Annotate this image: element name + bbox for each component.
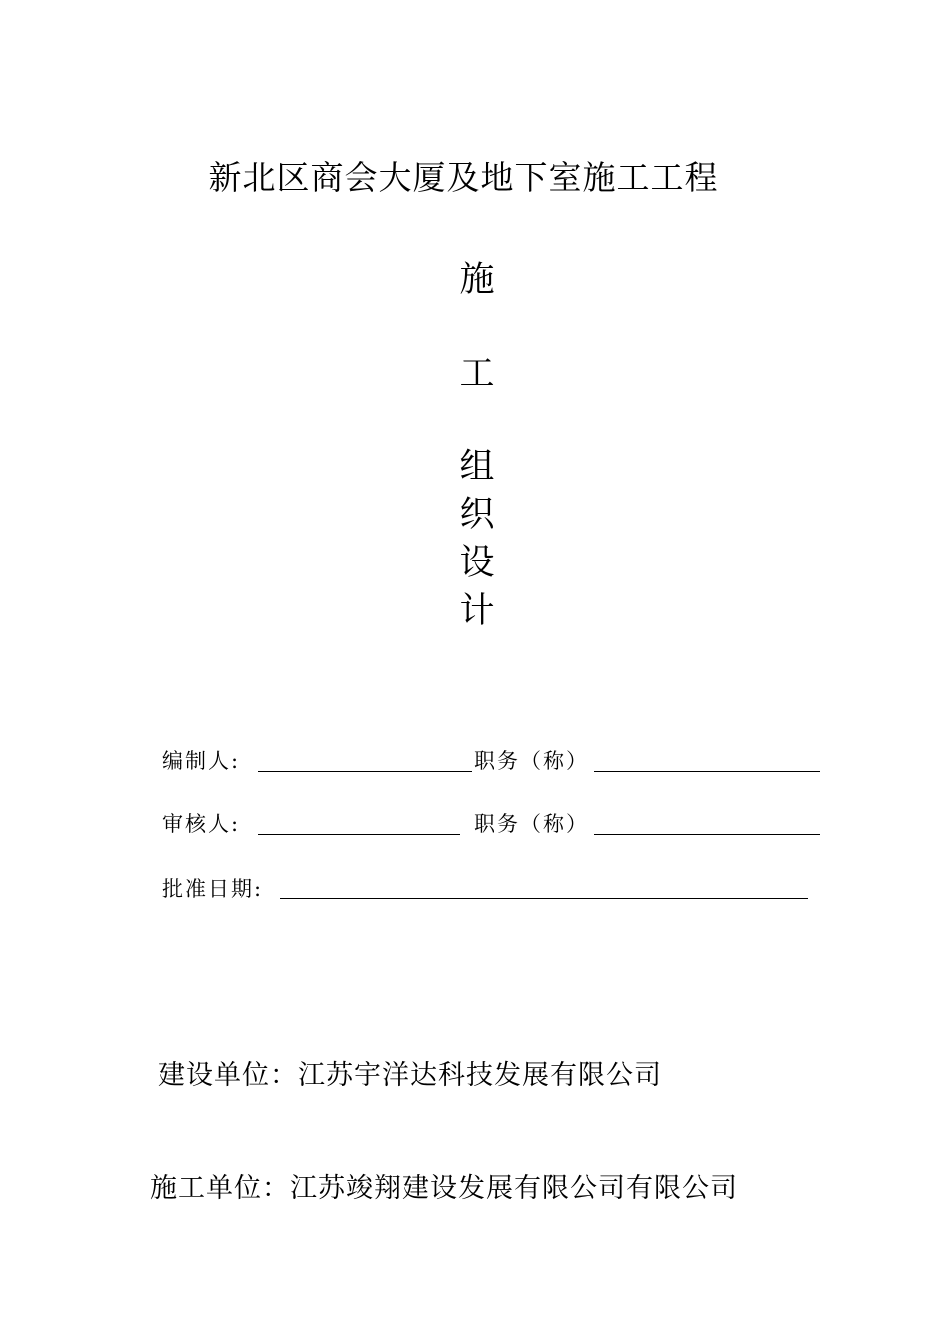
owner-unit-name: 江苏宇洋达科技发展有限公司 xyxy=(298,1060,662,1091)
document-title-char: 工 xyxy=(459,354,495,394)
position-line xyxy=(594,771,820,772)
contractor-unit xyxy=(150,1170,738,1208)
contractor-unit-name: 江苏竣翔建设发展有限公司有限公司 xyxy=(290,1173,738,1204)
reviewed-by-line xyxy=(258,834,460,835)
reviewed-by-label: 审核人: xyxy=(162,812,241,836)
document-title-char: 组 xyxy=(459,447,495,487)
project-title: 新北区商会大厦及地下室施工工程 xyxy=(208,158,719,197)
approval-date-label: 批准日期: xyxy=(162,877,264,901)
contractor-unit-label: 施工单位： xyxy=(150,1173,290,1204)
prepared-by-line xyxy=(258,771,472,772)
document-title-char: 设 xyxy=(459,543,495,583)
position-label: 职务（称） xyxy=(474,812,589,836)
document-title-char: 施 xyxy=(459,260,495,300)
document-title-char: 计 xyxy=(459,591,495,631)
approval-date-line xyxy=(280,898,808,899)
owner-unit-label: 建设单位： xyxy=(158,1060,298,1091)
owner-unit xyxy=(158,1057,662,1095)
prepared-by-label: 编制人: xyxy=(162,749,241,773)
document-title-char: 织 xyxy=(459,495,495,535)
position-line xyxy=(594,834,820,835)
position-label: 职务（称） xyxy=(474,749,589,773)
